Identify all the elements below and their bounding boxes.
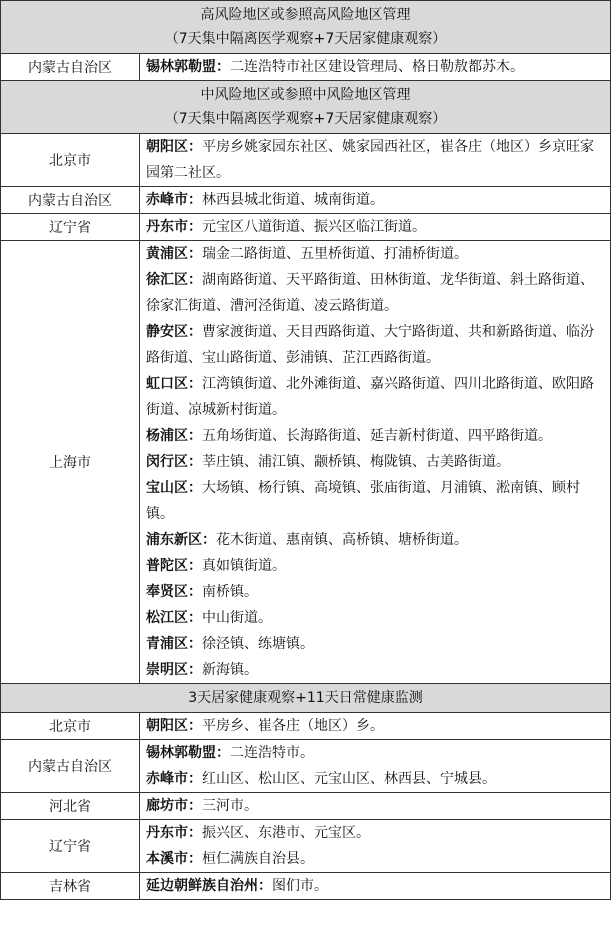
section-header-row xyxy=(1,81,611,134)
district-entry xyxy=(146,553,606,579)
detail-cell xyxy=(140,793,611,820)
region-cell: 北京市 xyxy=(1,134,140,187)
region-cell: 内蒙古自治区 xyxy=(1,740,140,793)
district-name: 奉贤区： xyxy=(146,584,202,600)
district-entry xyxy=(146,631,606,657)
district-areas: 大场镇、杨行镇、高境镇、张庙街道、月浦镇、淞南镇、顾村镇。 xyxy=(146,480,580,522)
district-entry xyxy=(146,873,606,899)
district-name: 朝阳区： xyxy=(146,139,202,155)
district-name: 丹东市： xyxy=(146,825,202,841)
region-cell: 河北省 xyxy=(1,793,140,820)
section-header-row xyxy=(1,1,611,54)
district-areas: 南桥镇。 xyxy=(202,584,258,600)
table-row xyxy=(1,134,611,187)
district-name: 静安区： xyxy=(146,324,202,340)
district-entry xyxy=(146,187,606,213)
district-name: 赤峰市： xyxy=(146,192,202,208)
district-entry xyxy=(146,449,606,475)
section-title: 中风险地区或参照中风险地区管理 xyxy=(200,87,411,103)
district-areas: 江湾镇街道、北外滩街道、嘉兴路街道、四川北路街道、欧阳路街道、凉城新村街道。 xyxy=(146,376,594,418)
region-cell: 辽宁省 xyxy=(1,820,140,873)
district-areas: 元宝区八道街道、振兴区临江街道。 xyxy=(202,219,426,235)
table-row xyxy=(1,873,611,900)
district-areas: 真如镇街道。 xyxy=(202,558,286,574)
district-name: 青浦区： xyxy=(146,636,202,652)
district-areas: 红山区、松山区、元宝山区、林西县、宁城县。 xyxy=(202,771,496,787)
district-entry xyxy=(146,740,606,766)
district-entry xyxy=(146,241,606,267)
district-areas: 曹家渡街道、天目西路街道、大宁路街道、共和新路街道、临汾路街道、宝山路街道、彭浦镇、芷江西路街道。 xyxy=(146,324,594,366)
district-areas: 桓仁满族自治县。 xyxy=(202,851,314,867)
district-name: 本溪市： xyxy=(146,851,202,867)
detail-cell xyxy=(140,820,611,873)
district-areas: 二连浩特市社区建设管理局、格日勒敖都苏木。 xyxy=(230,59,524,75)
district-areas: 徐泾镇、练塘镇。 xyxy=(202,636,314,652)
table-row xyxy=(1,793,611,820)
district-name: 虹口区： xyxy=(146,376,202,392)
district-areas: 湖南路街道、天平路街道、田林街道、龙华街道、斜土路街道、徐家汇街道、漕河泾街道、凌云路街道。 xyxy=(146,272,594,314)
district-entry xyxy=(146,319,606,371)
district-name: 闵行区： xyxy=(146,454,202,470)
district-entry xyxy=(146,605,606,631)
district-entry xyxy=(146,846,606,872)
district-entry xyxy=(146,475,606,527)
district-name: 松江区： xyxy=(146,610,202,626)
district-entry xyxy=(146,423,606,449)
district-areas: 中山街道。 xyxy=(202,610,272,626)
district-name: 丹东市： xyxy=(146,219,202,235)
region-cell: 辽宁省 xyxy=(1,214,140,241)
detail-cell xyxy=(140,187,611,214)
district-name: 普陀区： xyxy=(146,558,202,574)
district-entry xyxy=(146,766,606,792)
district-entry xyxy=(146,527,606,553)
section-header xyxy=(1,684,611,713)
table-row xyxy=(1,820,611,873)
district-entry xyxy=(146,134,606,186)
district-name: 黄浦区： xyxy=(146,246,202,262)
district-entry xyxy=(146,820,606,846)
district-entry xyxy=(146,793,606,819)
section-subtitle: （7天集中隔离医学观察+7天居家健康观察） xyxy=(164,31,447,47)
table-row xyxy=(1,54,611,81)
detail-cell xyxy=(140,740,611,793)
district-name: 朝阳区： xyxy=(146,718,202,734)
district-areas: 二连浩特市。 xyxy=(230,745,314,761)
district-areas: 瑞金二路街道、五里桥街道、打浦桥街道。 xyxy=(202,246,468,262)
district-name: 锡林郭勒盟： xyxy=(146,59,230,75)
detail-cell xyxy=(140,241,611,684)
district-name: 徐汇区： xyxy=(146,272,202,288)
district-name: 锡林郭勒盟： xyxy=(146,745,230,761)
district-areas: 新海镇。 xyxy=(202,662,258,678)
district-entry xyxy=(146,713,606,739)
section-title: 3天居家健康观察+11天日常健康监测 xyxy=(188,690,423,706)
district-name: 赤峰市： xyxy=(146,771,202,787)
detail-cell xyxy=(140,54,611,81)
detail-cell xyxy=(140,713,611,740)
district-areas: 图们市。 xyxy=(272,878,328,894)
region-cell: 北京市 xyxy=(1,713,140,740)
district-name: 廊坊市： xyxy=(146,798,202,814)
district-name: 杨浦区： xyxy=(146,428,202,444)
district-areas: 五角场街道、长海路街道、延吉新村街道、四平路街道。 xyxy=(202,428,552,444)
district-entry xyxy=(146,657,606,683)
table-row xyxy=(1,214,611,241)
district-entry xyxy=(146,579,606,605)
detail-cell xyxy=(140,214,611,241)
district-entry xyxy=(146,214,606,240)
section-header xyxy=(1,81,611,134)
district-areas: 平房乡姚家园东社区、姚家园西社区，崔各庄（地区）乡京旺家园第二社区。 xyxy=(146,139,594,181)
table-row xyxy=(1,713,611,740)
detail-cell xyxy=(140,134,611,187)
table-row xyxy=(1,241,611,684)
district-areas: 平房乡、崔各庄（地区）乡。 xyxy=(202,718,384,734)
district-name: 延边朝鲜族自治州： xyxy=(146,878,272,894)
section-header-row xyxy=(1,684,611,713)
district-areas: 莘庄镇、浦江镇、颛桥镇、梅陇镇、古美路街道。 xyxy=(202,454,510,470)
district-name: 浦东新区： xyxy=(146,532,216,548)
detail-cell xyxy=(140,873,611,900)
section-header xyxy=(1,1,611,54)
district-entry xyxy=(146,267,606,319)
district-name: 崇明区： xyxy=(146,662,202,678)
region-cell: 吉林省 xyxy=(1,873,140,900)
district-areas: 林西县城北街道、城南街道。 xyxy=(202,192,384,208)
district-entry xyxy=(146,371,606,423)
section-title: 高风险地区或参照高风险地区管理 xyxy=(200,7,411,23)
district-name: 宝山区： xyxy=(146,480,202,496)
region-cell: 上海市 xyxy=(1,241,140,684)
region-cell: 内蒙古自治区 xyxy=(1,187,140,214)
region-cell: 内蒙古自治区 xyxy=(1,54,140,81)
district-entry xyxy=(146,54,606,80)
district-areas: 花木街道、惠南镇、高桥镇、塘桥街道。 xyxy=(216,532,468,548)
district-areas: 三河市。 xyxy=(202,798,258,814)
table-row xyxy=(1,187,611,214)
section-subtitle: （7天集中隔离医学观察+7天居家健康观察） xyxy=(164,111,447,127)
table-row xyxy=(1,740,611,793)
district-areas: 振兴区、东港市、元宝区。 xyxy=(202,825,370,841)
